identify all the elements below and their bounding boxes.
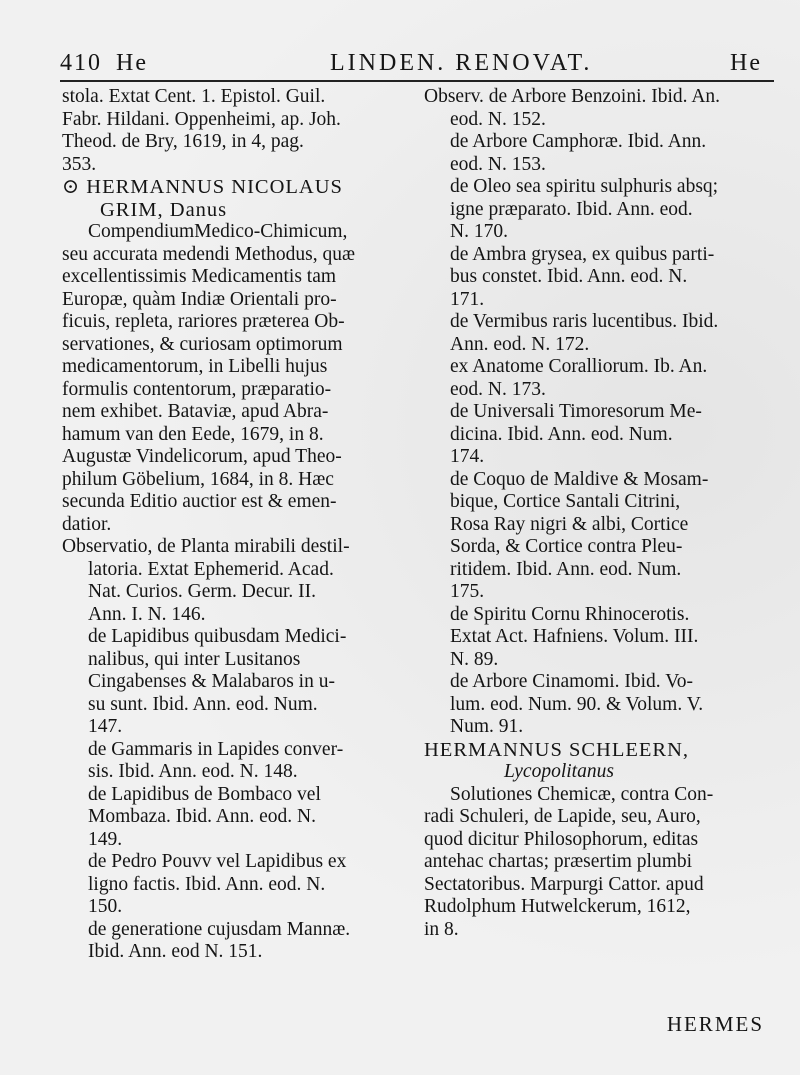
left-section-marker: He [116, 50, 148, 76]
entry-heading: ⊙ HERMANNUS NICOLAUS [62, 176, 343, 198]
text-line: de Oleo sea spiritu sulphuris absq; [450, 176, 719, 197]
text-line: de Ambra grysea, ex quibus parti- [450, 243, 715, 265]
text-line: Cingabenses & Malabaros in u- [88, 671, 335, 692]
text-line: 353. [62, 153, 97, 175]
entry-heading: HERMANNUS SCHLEERN, [424, 738, 690, 761]
text-line: Ann. eod. N. 172. [450, 333, 590, 355]
text-line: lum. eod. Num. 90. & Volum. V. [450, 693, 704, 715]
text-line: Augustæ Vindelicorum, apud Theo- [62, 446, 342, 467]
text-line: de Pedro Pouvv vel Lapidibus ex [88, 851, 347, 872]
left-column [62, 86, 406, 964]
text-line: quod dicitur Philosophorum, editas [424, 828, 699, 850]
text-line: N. 89. [450, 648, 499, 670]
text-line: igne præparato. Ibid. Ann. eod. [450, 198, 693, 220]
text-line: radi Schuleri, de Lapide, seu, Auro, [424, 806, 701, 827]
text-line: philum Göbelium, 1684, in 8. Hæc [62, 468, 334, 490]
text-line: bus constet. Ibid. Ann. eod. N. [450, 266, 688, 287]
text-line: 171. [450, 288, 485, 310]
text-line: Europæ, quàm Indiæ Orientali pro- [62, 288, 337, 310]
text-line: stola. Extat Cent. 1. Epistol. Guil. [62, 86, 326, 107]
text-line: eod. N. 173. [450, 378, 546, 400]
text-line: de Coquo de Maldive & Mosam- [450, 468, 709, 490]
text-line: de Universali Timoresorum Me- [450, 401, 702, 422]
entry-subheading: Lycopolitanus [504, 761, 614, 782]
running-title: LINDEN. RENOVAT. [330, 50, 593, 76]
text-line: datior. [62, 513, 112, 535]
text-line: eod. N. 152. [450, 108, 546, 130]
text-line: 147. [88, 716, 123, 737]
text-line: ligno factis. Ibid. Ann. eod. N. [88, 873, 326, 895]
text-line: Ann. I. N. 146. [88, 603, 206, 625]
text-line: nem exhibet. Bataviæ, apud Abra- [62, 401, 329, 422]
text-line: Extat Act. Hafniens. Volum. III. [450, 626, 699, 647]
text-line: Nat. Curios. Germ. Decur. II. [88, 581, 316, 602]
text-line: CompendiumMedico-Chimicum, [88, 221, 348, 242]
right-section-marker: He [730, 50, 762, 76]
text-line: N. 170. [450, 221, 508, 242]
text-line: Observatio, de Planta mirabili destil- [62, 536, 350, 557]
page-number: 410 [60, 50, 102, 76]
text-line: de generatione cujusdam Mannæ. [88, 918, 351, 940]
header-rule [60, 80, 774, 83]
text-line: 174. [450, 446, 485, 467]
text-line: formulis contentorum, præparatio- [62, 378, 332, 400]
text-line: hamum van den Eede, 1679, in 8. [62, 423, 324, 445]
text-line: servationes, & curiosam optimorum [62, 333, 343, 355]
text-line: de Vermibus raris lucentibus. Ibid. [450, 311, 719, 332]
text-line: Observ. de Arbore Benzoini. Ibid. An. [424, 86, 721, 107]
text-line: Fabr. Hildani. Oppenheimi, ap. Joh. [62, 108, 341, 130]
catchword: HERMES [666, 1012, 764, 1036]
text-line: 175. [450, 581, 485, 602]
text-line: Rosa Ray nigri & albi, Cortice [450, 513, 689, 535]
text-line: 150. [88, 896, 123, 917]
text-line: Sectatoribus. Marpurgi Cattor. apud [424, 873, 704, 895]
text-line: de Spiritu Cornu Rhinocerotis. [450, 603, 690, 625]
text-line: Sorda, & Cortice contra Pleu- [450, 536, 683, 557]
text-line: Theod. de Bry, 1619, in 4, pag. [62, 131, 304, 152]
right-column [424, 86, 768, 941]
text-line: Solutiones Chemicæ, contra Con- [450, 783, 714, 805]
text-line: de Arbore Cinamomi. Ibid. Vo- [450, 671, 694, 692]
text-line: de Lapidibus quibusdam Medici- [88, 626, 347, 647]
text-line: nalibus, qui inter Lusitanos [88, 648, 301, 670]
text-line: eod. N. 153. [450, 153, 546, 175]
text-line: sis. Ibid. Ann. eod. N. 148. [88, 761, 298, 782]
text-line: antehac chartas; præsertim plumbi [424, 851, 693, 872]
text-line: ficuis, repleta, rariores præterea Ob- [62, 311, 345, 332]
text-line: in 8. [424, 918, 459, 940]
text-line: Num. 91. [450, 716, 524, 737]
text-line: bique, Cortice Santali Citrini, [450, 491, 681, 512]
text-line: de Gammaris in Lapides conver- [88, 738, 344, 760]
text-line: Rudolphum Hutwelckerum, 1612, [424, 896, 691, 917]
text-line: Ibid. Ann. eod N. 151. [88, 941, 263, 962]
text-line: 149. [88, 828, 123, 850]
text-line: seu accurata medendi Methodus, quæ [62, 243, 355, 265]
entry-heading: GRIM, Danus [100, 198, 228, 221]
text-line: de Arbore Camphoræ. Ibid. Ann. [450, 131, 707, 152]
text-line: de Lapidibus de Bombaco vel [88, 783, 321, 805]
text-line: excellentissimis Medicamentis tam [62, 266, 337, 287]
text-line: su sunt. Ibid. Ann. eod. Num. [88, 693, 318, 715]
text-line: medicamentorum, in Libelli hujus [62, 356, 328, 377]
text-line: secunda Editio auctior est & emen- [62, 491, 337, 512]
text-line: Mombaza. Ibid. Ann. eod. N. [88, 806, 317, 827]
text-line: latoria. Extat Ephemerid. Acad. [88, 558, 334, 580]
text-line: dicina. Ibid. Ann. eod. Num. [450, 423, 673, 445]
running-header [60, 50, 770, 80]
text-line: ex Anatome Coralliorum. Ib. An. [450, 356, 708, 377]
text-line: ritidem. Ibid. Ann. eod. Num. [450, 558, 682, 580]
